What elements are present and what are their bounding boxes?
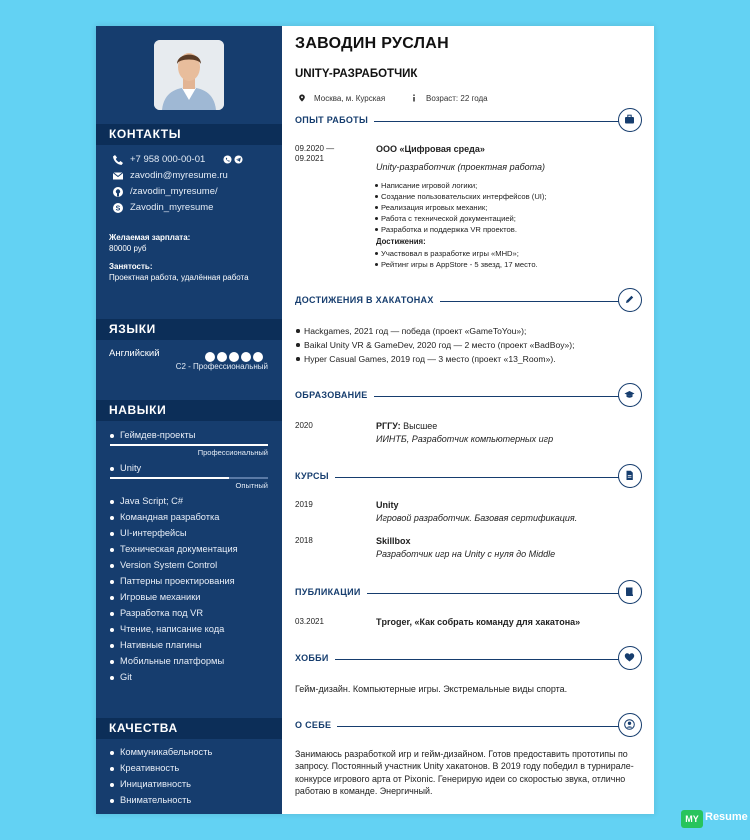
skill-level-label: Профессиональный — [197, 448, 268, 457]
skill-item: Игровые механики — [110, 592, 200, 602]
skill-item: Техническая документация — [110, 544, 238, 554]
achievements-label: Достижения: — [376, 237, 426, 246]
quality-item: Инициативность — [110, 779, 191, 789]
employment-value: Проектная работа, удалённая работа — [109, 273, 249, 282]
age: Возраст: 22 года — [410, 94, 488, 103]
education-detail: ИИНТБ, Разработчик компьютерных игр — [376, 434, 554, 444]
achievement-item: Участвовал в разработке игры «MHD»; — [381, 249, 519, 258]
book-icon — [618, 580, 642, 604]
skill-item: Мобильные платформы — [110, 656, 224, 666]
language-name: Английский — [109, 348, 160, 359]
experience-section-header: ОПЫТ РАБОТЫ — [295, 109, 642, 133]
document-icon — [618, 464, 642, 488]
duty-item: Разработка и поддержка VR проектов. — [381, 225, 517, 234]
course-year: 2019 — [295, 500, 313, 509]
briefcase-icon — [618, 108, 642, 132]
education-section-header: ОБРАЗОВАНИЕ — [295, 384, 642, 408]
salary-value: 80000 руб — [109, 244, 147, 253]
skills-header: НАВЫКИ — [96, 400, 282, 421]
skill-item: Паттерны проектирования — [110, 576, 235, 586]
github-icon — [112, 186, 124, 198]
hobby-text: Гейм-дизайн. Компьютерные игры. Экстремальные виды спорта. — [295, 684, 568, 694]
resume-page — [96, 26, 654, 814]
duty-item: Работа с технической документацией; — [381, 214, 516, 223]
about-text: Занимаюсь разработкой игр и гейм-дизайном. Готов предоставить прототипы по запросу. Постоянный участник Unity хакатонов. В 2019 году победил в турнирале-конкурсе игрового арта от Pixonic. Генерирую идеи со скоростью звука, отлично работаю в команде. Энергичный. — [295, 749, 634, 797]
whatsapp-icon — [223, 155, 232, 164]
skill-level-fill — [110, 477, 229, 479]
skill-level-fill — [110, 444, 268, 446]
location: Москва, м. Курская — [298, 94, 385, 103]
skill-level-bar — [110, 477, 268, 479]
publication-title: Tproger, «Как собрать команду для хакатона» — [376, 617, 581, 627]
phone-text: +7 958 000-00-01 — [130, 154, 206, 165]
location-pin-icon — [298, 94, 306, 102]
job-title: UNITY-РАЗРАБОТЧИК — [295, 68, 418, 80]
hackathons-section-header: ДОСТИЖЕНИЯ В ХАКАТОНАХ — [295, 289, 642, 313]
skill-bar-item: Unity — [110, 463, 141, 473]
telegram-icon — [234, 155, 243, 164]
languages-header: ЯЗЫКИ — [96, 319, 282, 340]
skill-item: Нативные плагины — [110, 640, 202, 650]
quality-item: Внимательность — [110, 795, 191, 805]
skill-item: Git — [110, 672, 132, 682]
skill-item: Чтение, написание кода — [110, 624, 224, 634]
duty-item: Реализация игровых механик; — [381, 203, 488, 212]
course-name: Skillbox — [376, 536, 411, 546]
main-content — [282, 26, 654, 814]
course-name: Unity — [376, 500, 399, 510]
education-year: 2020 — [295, 421, 313, 430]
contacts-header: КОНТАКТЫ — [96, 124, 282, 145]
github-text: /zavodin_myresume/ — [130, 186, 218, 197]
svg-text:S: S — [115, 205, 121, 213]
phone-icon — [112, 154, 124, 166]
experience-date-start: 09.2020 — — [295, 144, 335, 153]
skill-item: Version System Control — [110, 560, 217, 570]
logo-badge: MY — [681, 810, 703, 828]
skill-item: UI-интерфейсы — [110, 528, 187, 538]
experience-date-end: 09.2021 — [295, 154, 324, 163]
info-icon — [410, 94, 418, 102]
publication-date: 03.2021 — [295, 617, 324, 626]
hobby-section-header: ХОББИ — [295, 647, 642, 671]
qualities-header: КАЧЕСТВА — [96, 718, 282, 739]
course-detail: Игровой разработчик. Базовая сертификация. — [376, 513, 578, 523]
quality-item: Креативность — [110, 763, 179, 773]
skill-item: Разработка под VR — [110, 608, 203, 618]
hackathon-item: Hyper Casual Games, 2019 год — 3 место (проект «13_Room»). — [304, 354, 556, 364]
about-section-header: О СЕБЕ — [295, 714, 642, 738]
salary-label: Желаемая зарплата: — [109, 233, 191, 242]
skill-bar-item: Геймдев-проекты — [110, 430, 195, 440]
duty-item: Создание пользовательских интерфейсов (UI); — [381, 192, 547, 201]
skype-text: Zavodin_myresume — [130, 202, 214, 213]
pencil-icon — [618, 288, 642, 312]
sidebar — [96, 26, 282, 814]
skill-level-bar — [110, 444, 268, 446]
courses-section-header: КУРСЫ — [295, 465, 642, 489]
company-name: ООО «Цифровая среда» — [376, 144, 485, 154]
profile-photo — [154, 40, 224, 110]
employment-label: Занятость: — [109, 262, 153, 271]
position-name: Unity-разработчик (проектная работа) — [376, 162, 546, 172]
skill-item: Java Script; C# — [110, 496, 183, 506]
email-text: zavodin@myresume.ru — [130, 170, 228, 181]
skill-level-label: Опытный — [235, 481, 268, 490]
skype-icon — [112, 202, 124, 214]
hackathon-item: Hackgames, 2021 год — победа (проект «GameToYou»); — [304, 326, 527, 336]
achievement-item: Рейтинг игры в AppStore - 5 звезд, 17 место. — [381, 260, 538, 269]
course-year: 2018 — [295, 536, 313, 545]
quality-item: Коммуникабельность — [110, 747, 212, 757]
course-detail: Разработчик игр на Unity с нуля до Middle — [376, 549, 556, 559]
language-level: C2 - Профессиональный — [175, 362, 268, 371]
hackathon-item: Baikal Unity VR & GameDev, 2020 год — 2 место (проект «BadBoy»); — [304, 340, 575, 350]
email-icon — [112, 170, 124, 182]
duty-item: Написание игровой логики; — [381, 181, 478, 190]
logo-text: Resume — [705, 811, 748, 823]
user-icon — [618, 713, 642, 737]
skill-item: Командная разработка — [110, 512, 219, 522]
education-school: РГГУ: Высшее — [376, 421, 438, 431]
full-name: ЗАВОДИН РУСЛАН — [295, 35, 449, 52]
heart-icon — [618, 646, 642, 670]
graduation-cap-icon — [618, 383, 642, 407]
publications-section-header: ПУБЛИКАЦИИ — [295, 581, 642, 605]
